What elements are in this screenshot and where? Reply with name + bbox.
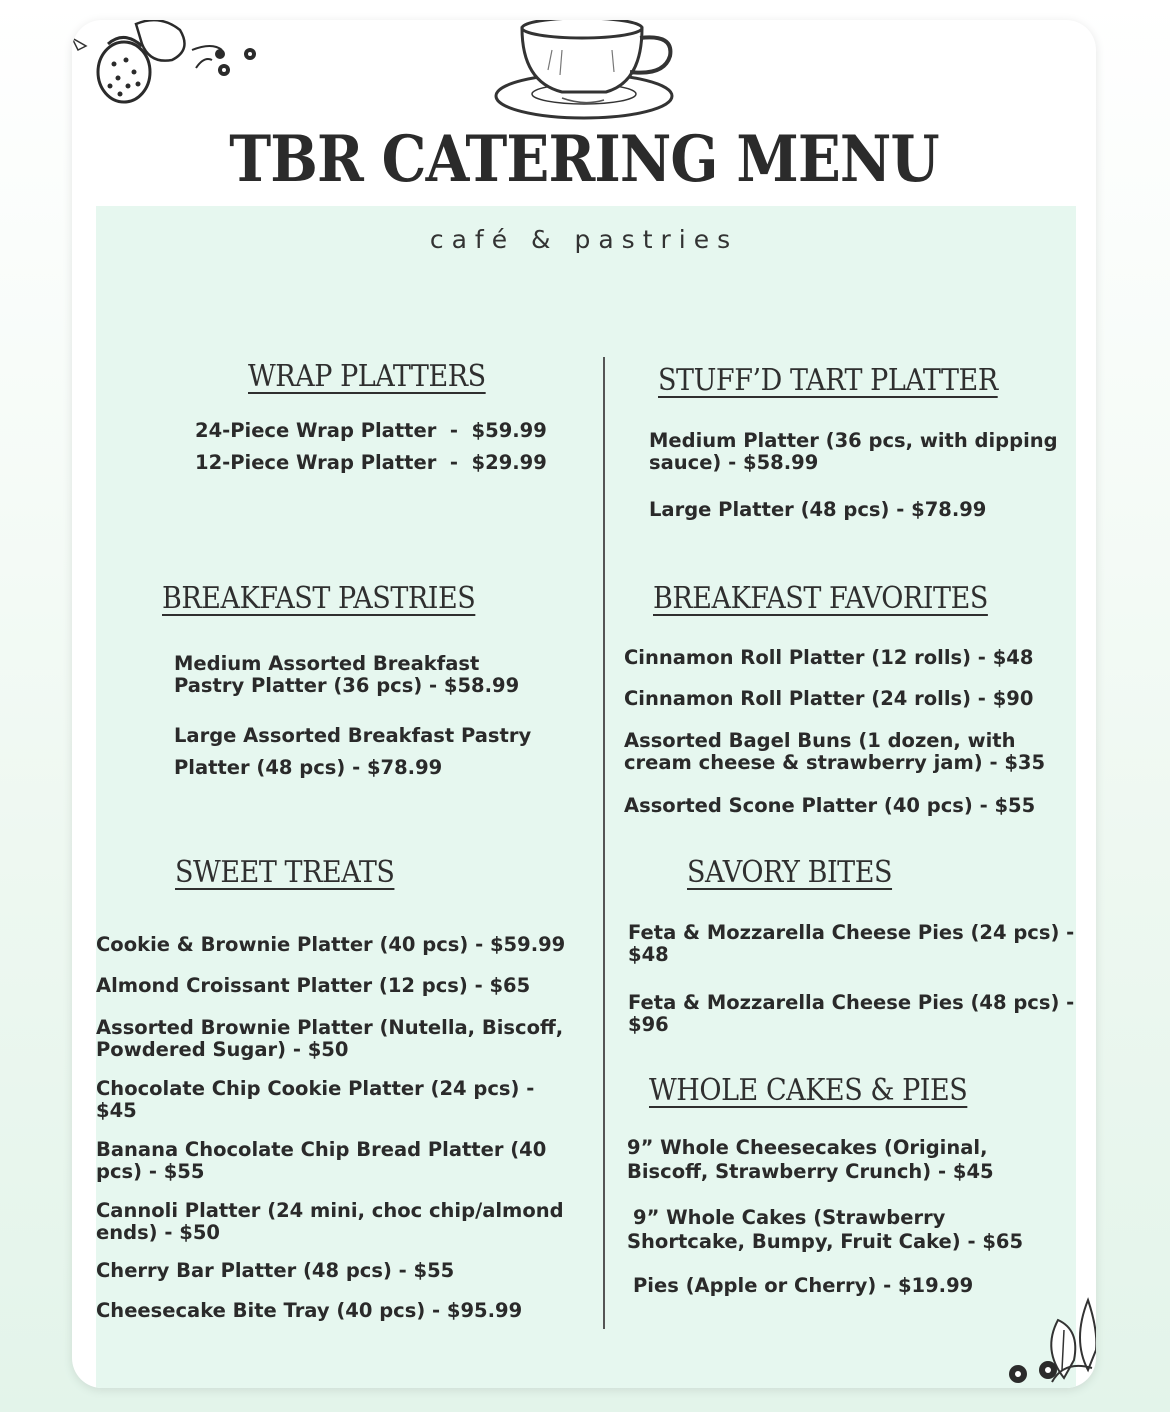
heading-breakfast-favorites: BREAKFAST FAVORITES: [653, 581, 988, 616]
menu-subtitle: café & pastries: [429, 225, 739, 254]
menu-item: Assorted Brownie Platter (Nutella, Biscoff, Powdered Sugar) - $50: [96, 1016, 564, 1061]
menu-item: Assorted Scone Platter (40 pcs) - $55: [624, 794, 1036, 817]
menu-item: Medium Platter (36 pcs, with dipping sauce) - $58.99: [649, 429, 1058, 474]
menu-item: Medium Assorted Breakfast Pastry Platter (36 pcs) - $58.99: [174, 652, 520, 697]
menu-item: 9” Whole Cakes (Strawberry Shortcake, Bumpy, Fruit Cake) - $65: [627, 1206, 1024, 1253]
menu-item: Cinnamon Roll Platter (12 rolls) - $48: [624, 646, 1034, 669]
heading-savory-bites: SAVORY BITES: [687, 855, 893, 890]
menu-item: 12-Piece Wrap Platter - $29.99: [195, 451, 547, 474]
menu-item: Banana Chocolate Chip Bread Platter (40 pcs) - $55: [96, 1138, 547, 1183]
heading-wrap-platters: WRAP PLATTERS: [248, 359, 486, 394]
column-divider: [603, 357, 605, 1329]
strawberry-flower-icon: [72, 20, 272, 110]
teacup-icon: [492, 20, 682, 122]
heading-stuffd-tart-platter: STUFF’D TART PLATTER: [658, 363, 998, 398]
menu-card: [72, 20, 1096, 1388]
menu-item: Large Assorted Breakfast Pastry Platter (48 pcs) - $78.99: [174, 724, 532, 779]
menu-item: Pies (Apple or Cherry) - $19.99: [633, 1274, 974, 1297]
heading-whole-cakes-pies: WHOLE CAKES & PIES: [649, 1073, 968, 1108]
heading-sweet-treats: SWEET TREATS: [175, 855, 395, 890]
menu-item: Chocolate Chip Cookie Platter (24 pcs) - $45: [96, 1077, 535, 1122]
menu-item: Cannoli Platter (24 mini, choc chip/almond ends) - $50: [96, 1199, 564, 1244]
menu-item: Assorted Bagel Buns (1 dozen, with cream cheese & strawberry jam) - $35: [624, 729, 1046, 774]
menu-item: Feta & Mozzarella Cheese Pies (48 pcs) - $96: [628, 991, 1075, 1036]
menu-item: Cookie & Brownie Platter (40 pcs) - $59.99: [96, 933, 566, 956]
menu-item: Almond Croissant Platter (12 pcs) - $65: [96, 974, 531, 997]
menu-item: Large Platter (48 pcs) - $78.99: [649, 498, 987, 521]
menu-item: Feta & Mozzarella Cheese Pies (24 pcs) - $48: [628, 921, 1075, 966]
leaf-berries-icon: [1002, 1290, 1096, 1388]
menu-item: Cheesecake Bite Tray (40 pcs) - $95.99: [96, 1299, 523, 1322]
menu-item: Cinnamon Roll Platter (24 rolls) - $90: [624, 687, 1034, 710]
menu-item: 9” Whole Cheesecakes (Original, Biscoff, Strawberry Crunch) - $45: [627, 1136, 994, 1183]
menu-title: TBR CATERING MENU: [229, 122, 939, 197]
heading-breakfast-pastries: BREAKFAST PASTRIES: [162, 581, 476, 616]
menu-item: Cherry Bar Platter (48 pcs) - $55: [96, 1259, 455, 1282]
menu-item: 24-Piece Wrap Platter - $59.99: [195, 419, 547, 442]
